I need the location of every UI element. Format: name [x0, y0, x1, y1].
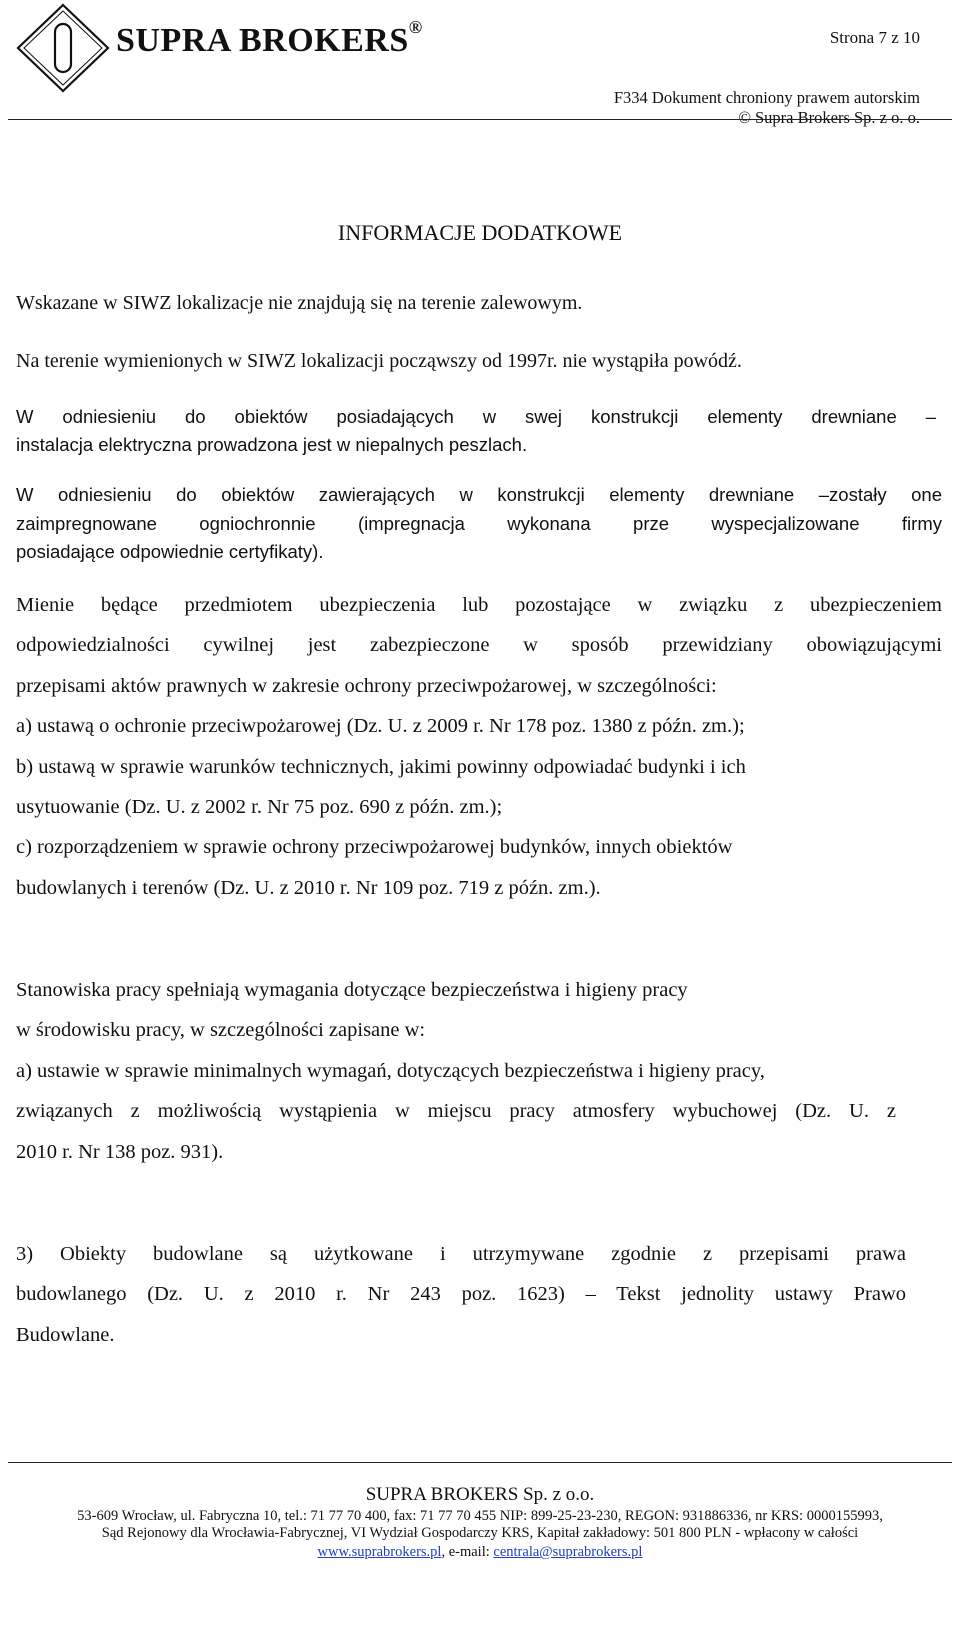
- footer-divider: [8, 1462, 952, 1463]
- paragraph-fire-item-c-line-1: c) rozporządzeniem w sprawie ochrony przeciwpożarowej budynków, innych obiektów: [16, 836, 733, 858]
- paragraph-wood-line-2: instalacja elektryczna prowadzona jest w niepalnych peszlach.: [16, 434, 528, 455]
- registered-mark: ®: [408, 16, 423, 37]
- paragraph-safety-item-a-line-2: związanych z możliwością wystąpienia w miejscu pracy atmosfery wybuchowej (Dz. U. z: [16, 1100, 896, 1122]
- paragraph-impregnation-line-3: posiadające odpowiednie certyfikaty).: [16, 541, 324, 562]
- website-link[interactable]: www.suprabrokers.pl: [317, 1544, 442, 1560]
- brand-name: [116, 16, 423, 60]
- footer-address: 53-609 Wrocław, ul. Fabryczna 10, tel.: 71 77 70 400, fax: 71 77 70 455 NIP: 899-25-23-230, REGON: 931886336, nr KRS: 0000155993,: [77, 1508, 883, 1524]
- paragraph-fire-item-b-line-2: usytuowanie (Dz. U. z 2002 r. Nr 75 poz. 690 z późn. zm.);: [16, 796, 503, 818]
- paragraph-safety-line-2: w środowisku pracy, w szczególności zapisane w:: [16, 1019, 426, 1041]
- paragraph-impregnation-line-1: W odniesieniu do obiektów zawierających w konstrukcji elementy drewniane –zostały one: [16, 484, 942, 505]
- paragraph-safety-line-1: Stanowiska pracy spełniają wymagania dotyczące bezpieczeństwa i higieny pracy: [16, 979, 688, 1001]
- paragraph-fire-line-1: Mienie będące przedmiotem ubezpieczenia lub pozostające w związku z ubezpieczeniem: [16, 594, 942, 616]
- paragraph-safety-item-a-line-3: 2010 r. Nr 138 poz. 931).: [16, 1141, 224, 1163]
- supra-brokers-logo: [14, 2, 112, 94]
- page-number: Strona 7 z 10: [829, 28, 920, 47]
- paragraph-building-line-2: budowlanego (Dz. U. z 2010 r. Nr 243 poz. 1623) – Tekst jednolity ustawy Prawo: [16, 1283, 906, 1305]
- paragraph-fire-line-3: przepisami aktów prawnych w zakresie ochrony przeciwpożarowej, w szczególności:: [16, 675, 717, 697]
- paragraph-fire-item-c-line-2: budowlanych i terenów (Dz. U. z 2010 r. Nr 109 poz. 719 z późn. zm.).: [16, 877, 601, 899]
- footer-company: SUPRA BROKERS Sp. z o.o.: [365, 1484, 595, 1505]
- copyright-owner: © Supra Brokers Sp. z o. o.: [738, 108, 920, 127]
- footer-court: Sąd Rejonowy dla Wrocławia-Fabrycznej, VI Wydział Gospodarczy KRS, Kapitał zakładowy: 501 800 PLN - wpłacony w całości: [101, 1525, 859, 1541]
- email-label: , e-mail:: [441, 1544, 494, 1560]
- section-title: INFORMACJE DODATKOWE: [337, 220, 623, 245]
- paragraph-building-line-1: 3) Obiekty budowlane są użytkowane i utrzymywane zgodnie z przepisami prawa: [16, 1243, 906, 1265]
- paragraph-fire-item-b-line-1: b) ustawą w sprawie warunków technicznych, jakimi powinny odpowiadać budynki i ich: [16, 756, 746, 778]
- paragraph-no-flood: Na terenie wymienionych w SIWZ lokalizacji począwszy od 1997r. nie wystąpiła powódź.: [16, 350, 742, 372]
- paragraph-impregnation-line-2: zaimpregnowane ogniochronnie (impregnacja wykonana prze wyspecjalizowane firmy: [16, 513, 942, 534]
- brand-text: SUPRA BROKERS: [116, 22, 409, 59]
- paragraph-wood-line-1: W odniesieniu do obiektów posiadających w swej konstrukcji elementy drewniane –: [16, 406, 936, 427]
- footer-contact: [0, 1544, 960, 1561]
- paragraph-fire-line-2: odpowiedzialności cywilnej jest zabezpieczone w sposób przewidziany obowiązującymi: [16, 634, 942, 656]
- paragraph-flood-zone: Wskazane w SIWZ lokalizacje nie znajdują się na terenie zalewowym.: [16, 292, 583, 314]
- paragraph-building-line-3: Budowlane.: [16, 1324, 115, 1346]
- copyright-notice: F334 Dokument chroniony prawem autorskim: [613, 88, 920, 107]
- header-divider: [8, 119, 952, 120]
- paragraph-fire-item-a: a) ustawą o ochronie przeciwpożarowej (Dz. U. z 2009 r. Nr 178 poz. 1380 z późn. zm.);: [16, 715, 745, 737]
- email-link[interactable]: centrala@suprabrokers.pl: [493, 1544, 643, 1560]
- paragraph-safety-item-a-line-1: a) ustawie w sprawie minimalnych wymagań, dotyczących bezpieczeństwa i higieny pracy,: [16, 1060, 765, 1082]
